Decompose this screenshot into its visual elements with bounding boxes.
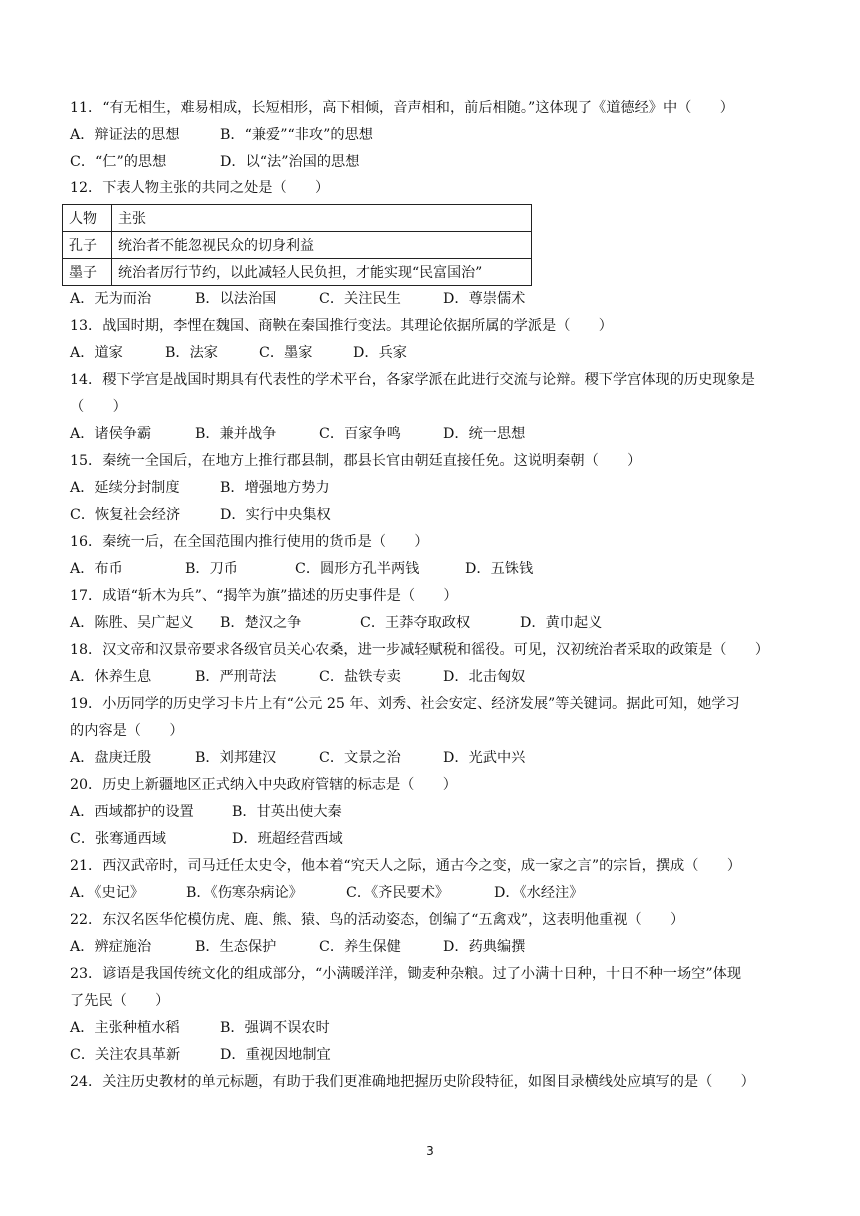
option-c: C．王莽夺取政权 — [360, 615, 471, 631]
table-cell: 统治者不能忽视民众的切身利益 — [112, 232, 532, 259]
question-23-options — [70, 1018, 800, 1038]
option-a: A．延续分封制度 — [70, 480, 180, 496]
option-c: C．关注农具革新 — [70, 1047, 181, 1063]
option-d: D．实行中央集权 — [220, 507, 331, 523]
question-20-options — [70, 802, 800, 822]
figures-table — [62, 204, 532, 286]
option-d: D．五铢钱 — [465, 561, 534, 577]
question-12-options — [70, 289, 800, 309]
table-row — [63, 205, 532, 232]
table-header-cell: 人物 — [63, 205, 112, 232]
question-21-stem: 21．西汉武帝时，司马迁任太史令，他本着“究天人之际，通古今之变，成一家之言”的宗旨，撰成（ ） — [70, 858, 742, 874]
question-18-stem: 18．汉文帝和汉景帝要求各级官员关心农桑，进一步减轻赋税和徭役。可见，汉初统治者采取的政策是（ ） — [70, 642, 770, 658]
option-a: A．诸侯争霸 — [70, 426, 152, 442]
option-d: D．尊崇儒术 — [443, 291, 526, 307]
option-b: B．严刑苛法 — [195, 669, 277, 685]
question-17-options — [70, 613, 800, 633]
question-20-stem: 20．历史上新疆地区正式纳入中央政府管辖的标志是（ ） — [70, 777, 457, 793]
table-row — [63, 259, 532, 286]
option-a: A．辩证法的思想 — [70, 127, 180, 143]
option-c: C．盐铁专卖 — [319, 669, 401, 685]
option-a: A．辨症施治 — [70, 939, 152, 955]
option-b: B．刘邦建汉 — [195, 750, 277, 766]
question-11-options — [70, 125, 800, 145]
question-20-options-2 — [70, 829, 800, 849]
option-d: D．重视因地制宜 — [220, 1047, 331, 1063]
option-c: C．恢复社会经济 — [70, 507, 181, 523]
option-a: A．盘庚迁殷 — [70, 750, 152, 766]
question-12-stem: 12．下表人物主张的共同之处是（ ） — [70, 180, 330, 196]
question-16-stem: 16．秦统一后，在全国范围内推行使用的货币是（ ） — [70, 534, 429, 550]
question-14-options — [70, 424, 800, 444]
option-c: C．《齐民要术》 — [346, 885, 450, 901]
question-14-stem-cont: （ ） — [70, 399, 127, 415]
question-23-options-2 — [70, 1045, 800, 1065]
option-d: D．以“法”治国的思想 — [220, 154, 360, 170]
table-cell: 墨子 — [63, 259, 112, 286]
option-c: C．“仁”的思想 — [70, 154, 167, 170]
question-19-stem-cont: 的内容是（ ） — [70, 723, 184, 739]
table-header-cell: 主张 — [112, 205, 532, 232]
question-13-stem: 13．战国时期，李悝在魏国、商鞅在秦国推行变法。其理论依据所属的学派是（ ） — [70, 318, 613, 334]
option-a: A．无为而治 — [70, 291, 152, 307]
question-18-options — [70, 667, 800, 687]
question-15-stem: 15．秦统一全国后，在地方上推行郡县制，郡县长官由朝廷直接任免。这说明秦朝（ ） — [70, 453, 642, 469]
option-b: B．以法治国 — [195, 291, 277, 307]
table-cell: 统治者厉行节约，以此减轻人民负担，才能实现“民富国治” — [112, 259, 532, 286]
option-b: B．楚汉之争 — [220, 615, 302, 631]
option-a: A．陈胜、吴广起义 — [70, 615, 194, 631]
option-d: D．兵家 — [353, 345, 407, 361]
option-d: D．药典编撰 — [443, 939, 526, 955]
question-22-options — [70, 937, 800, 957]
question-15-options-2 — [70, 505, 800, 525]
question-11-stem: 11．“有无相生，难易相成，长短相形，高下相倾，音声相和，前后相随。”这体现了《道德经》中（ ） — [70, 100, 734, 116]
option-d: D．《水经注》 — [494, 885, 584, 901]
page-number: 3 — [426, 1144, 434, 1158]
option-d: D．光武中兴 — [443, 750, 526, 766]
question-21-options — [70, 883, 800, 903]
option-d: D．班超经营西域 — [232, 831, 343, 847]
option-d: D．北击匈奴 — [443, 669, 526, 685]
option-c: C．墨家 — [259, 345, 313, 361]
option-b: B．《伤寒杂病论》 — [186, 885, 303, 901]
option-c: C．张骞通西域 — [70, 831, 166, 847]
option-c: C．文景之治 — [319, 750, 401, 766]
option-a: A．道家 — [70, 345, 123, 361]
question-17-stem: 17．成语“斩木为兵”、“揭竿为旗”描述的历史事件是（ ） — [70, 588, 458, 604]
question-24-stem: 24．关注历史教材的单元标题，有助于我们更准确地把握历史阶段特征，如图目录横线处应填写的是（ ） — [70, 1074, 755, 1090]
option-a: A．布币 — [70, 561, 123, 577]
option-a: A．休养生息 — [70, 669, 152, 685]
option-b: B．“兼爱”“非攻”的思想 — [220, 127, 373, 143]
option-c: C．百家争鸣 — [319, 426, 401, 442]
option-b: B．增强地方势力 — [220, 480, 330, 496]
option-b: B．甘英出使大秦 — [232, 804, 342, 820]
question-23-stem: 23．谚语是我国传统文化的组成部分，“小满暖洋洋，锄麦种杂粮。过了小满十日种，十日不种一场空”体现 — [70, 966, 742, 982]
table-cell: 孔子 — [63, 232, 112, 259]
option-c: C．养生保健 — [319, 939, 401, 955]
question-15-options — [70, 478, 800, 498]
option-d: D．统一思想 — [443, 426, 526, 442]
option-a: A．西域都护的设置 — [70, 804, 194, 820]
question-19-stem: 19．小历同学的历史学习卡片上有“公元 25 年、刘秀、社会安定、经济发展”等关键词。据此可知，她学习 — [70, 696, 740, 712]
option-d: D．黄巾起义 — [520, 615, 603, 631]
question-19-options — [70, 748, 800, 768]
question-16-options — [70, 559, 800, 579]
option-a: A．《史记》 — [70, 885, 145, 901]
question-22-stem: 22．东汉名医华佗模仿虎、鹿、熊、猿、鸟的活动姿态，创编了“五禽戏”，这表明他重视（ ） — [70, 912, 685, 928]
question-23-stem-cont: 了先民（ ） — [70, 993, 170, 1009]
option-b: B．刀币 — [185, 561, 238, 577]
option-b: B．生态保护 — [195, 939, 277, 955]
option-b: B．强调不误农时 — [220, 1020, 330, 1036]
option-b: B．兼并战争 — [195, 426, 277, 442]
option-c: C．关注民生 — [319, 291, 401, 307]
question-14-stem: 14．稷下学宫是战国时期具有代表性的学术平台，各家学派在此进行交流与论辩。稷下学宫体现的历史现象是 — [70, 372, 755, 388]
option-a: A．主张种植水稻 — [70, 1020, 180, 1036]
question-13-options — [70, 343, 800, 363]
question-11-options-2 — [70, 152, 800, 172]
table-row — [63, 232, 532, 259]
option-b: B．法家 — [165, 345, 218, 361]
option-c: C．圆形方孔半两钱 — [295, 561, 420, 577]
